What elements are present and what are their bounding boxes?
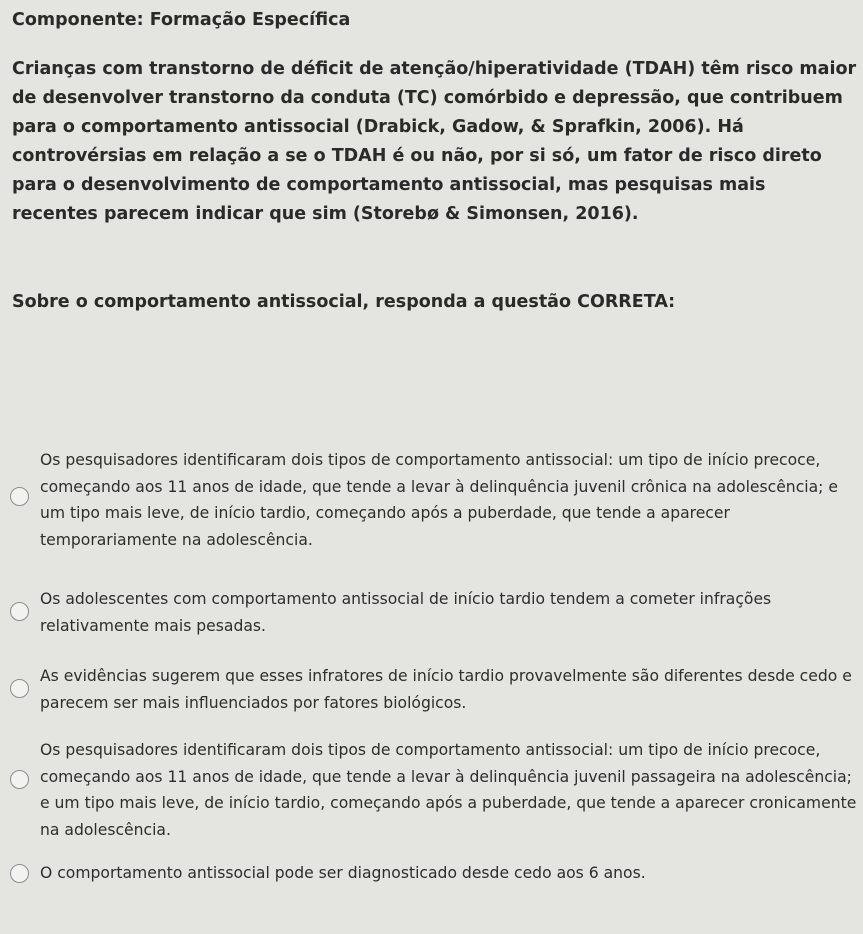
- answer-option-3[interactable]: [0, 663, 863, 719]
- component-label: Componente: Formação Específica: [12, 10, 351, 30]
- answer-option-1[interactable]: [0, 447, 863, 557]
- radio-button[interactable]: [10, 770, 29, 789]
- answer-option-2[interactable]: [0, 586, 863, 642]
- answer-option-4[interactable]: [0, 737, 863, 847]
- answer-option-5[interactable]: [0, 860, 863, 890]
- question-prompt: Sobre o comportamento antissocial, responda a questão CORRETA:: [12, 292, 676, 312]
- radio-button[interactable]: [10, 487, 29, 506]
- option-text: As evidências sugerem que esses infratores de início tardio provavelmente são diferentes desde cedo e parecem ser mais influenciados por fatores biológicos.: [40, 667, 852, 712]
- option-text: Os adolescentes com comportamento antissocial de início tardio tendem a cometer infrações relativamente mais pesadas.: [40, 590, 772, 635]
- option-text: Os pesquisadores identificaram dois tipos de comportamento antissocial: um tipo de início precoce, começando aos 11 anos de idade, que tende a levar à delinquência juvenil passageira na adolescência; e um tipo mais leve, de início tardio, começando após a puberdade, que tende a aparecer cronicamente na adolescência.: [40, 741, 857, 839]
- question-context: Crianças com transtorno de déficit de atenção/hiperatividade (TDAH) têm risco maior de desenvolver transtorno da conduta (TC) comórbido e depressão, que contribuem para o comportamento antissocial (Drabick, Gadow, & Sprafkin, 2006). Há controvérsias em relação a se o TDAH é ou não, por si só, um fator de risco direto para o desenvolvimento de comportamento antissocial, mas pesquisas mais recentes parecem indicar que sim (Storebø & Simonsen, 2016).: [12, 59, 857, 224]
- option-text: O comportamento antissocial pode ser diagnosticado desde cedo aos 6 anos.: [40, 864, 646, 882]
- radio-button[interactable]: [10, 864, 29, 883]
- radio-button[interactable]: [10, 602, 29, 621]
- radio-button[interactable]: [10, 679, 29, 698]
- option-text: Os pesquisadores identificaram dois tipos de comportamento antissocial: um tipo de início precoce, começando aos 11 anos de idade, que tende a levar à delinquência juvenil crônica na adolescência; e um tipo mais leve, de início tardio, começando após a puberdade, que tende a aparecer temporariamente na adolescência.: [40, 451, 838, 549]
